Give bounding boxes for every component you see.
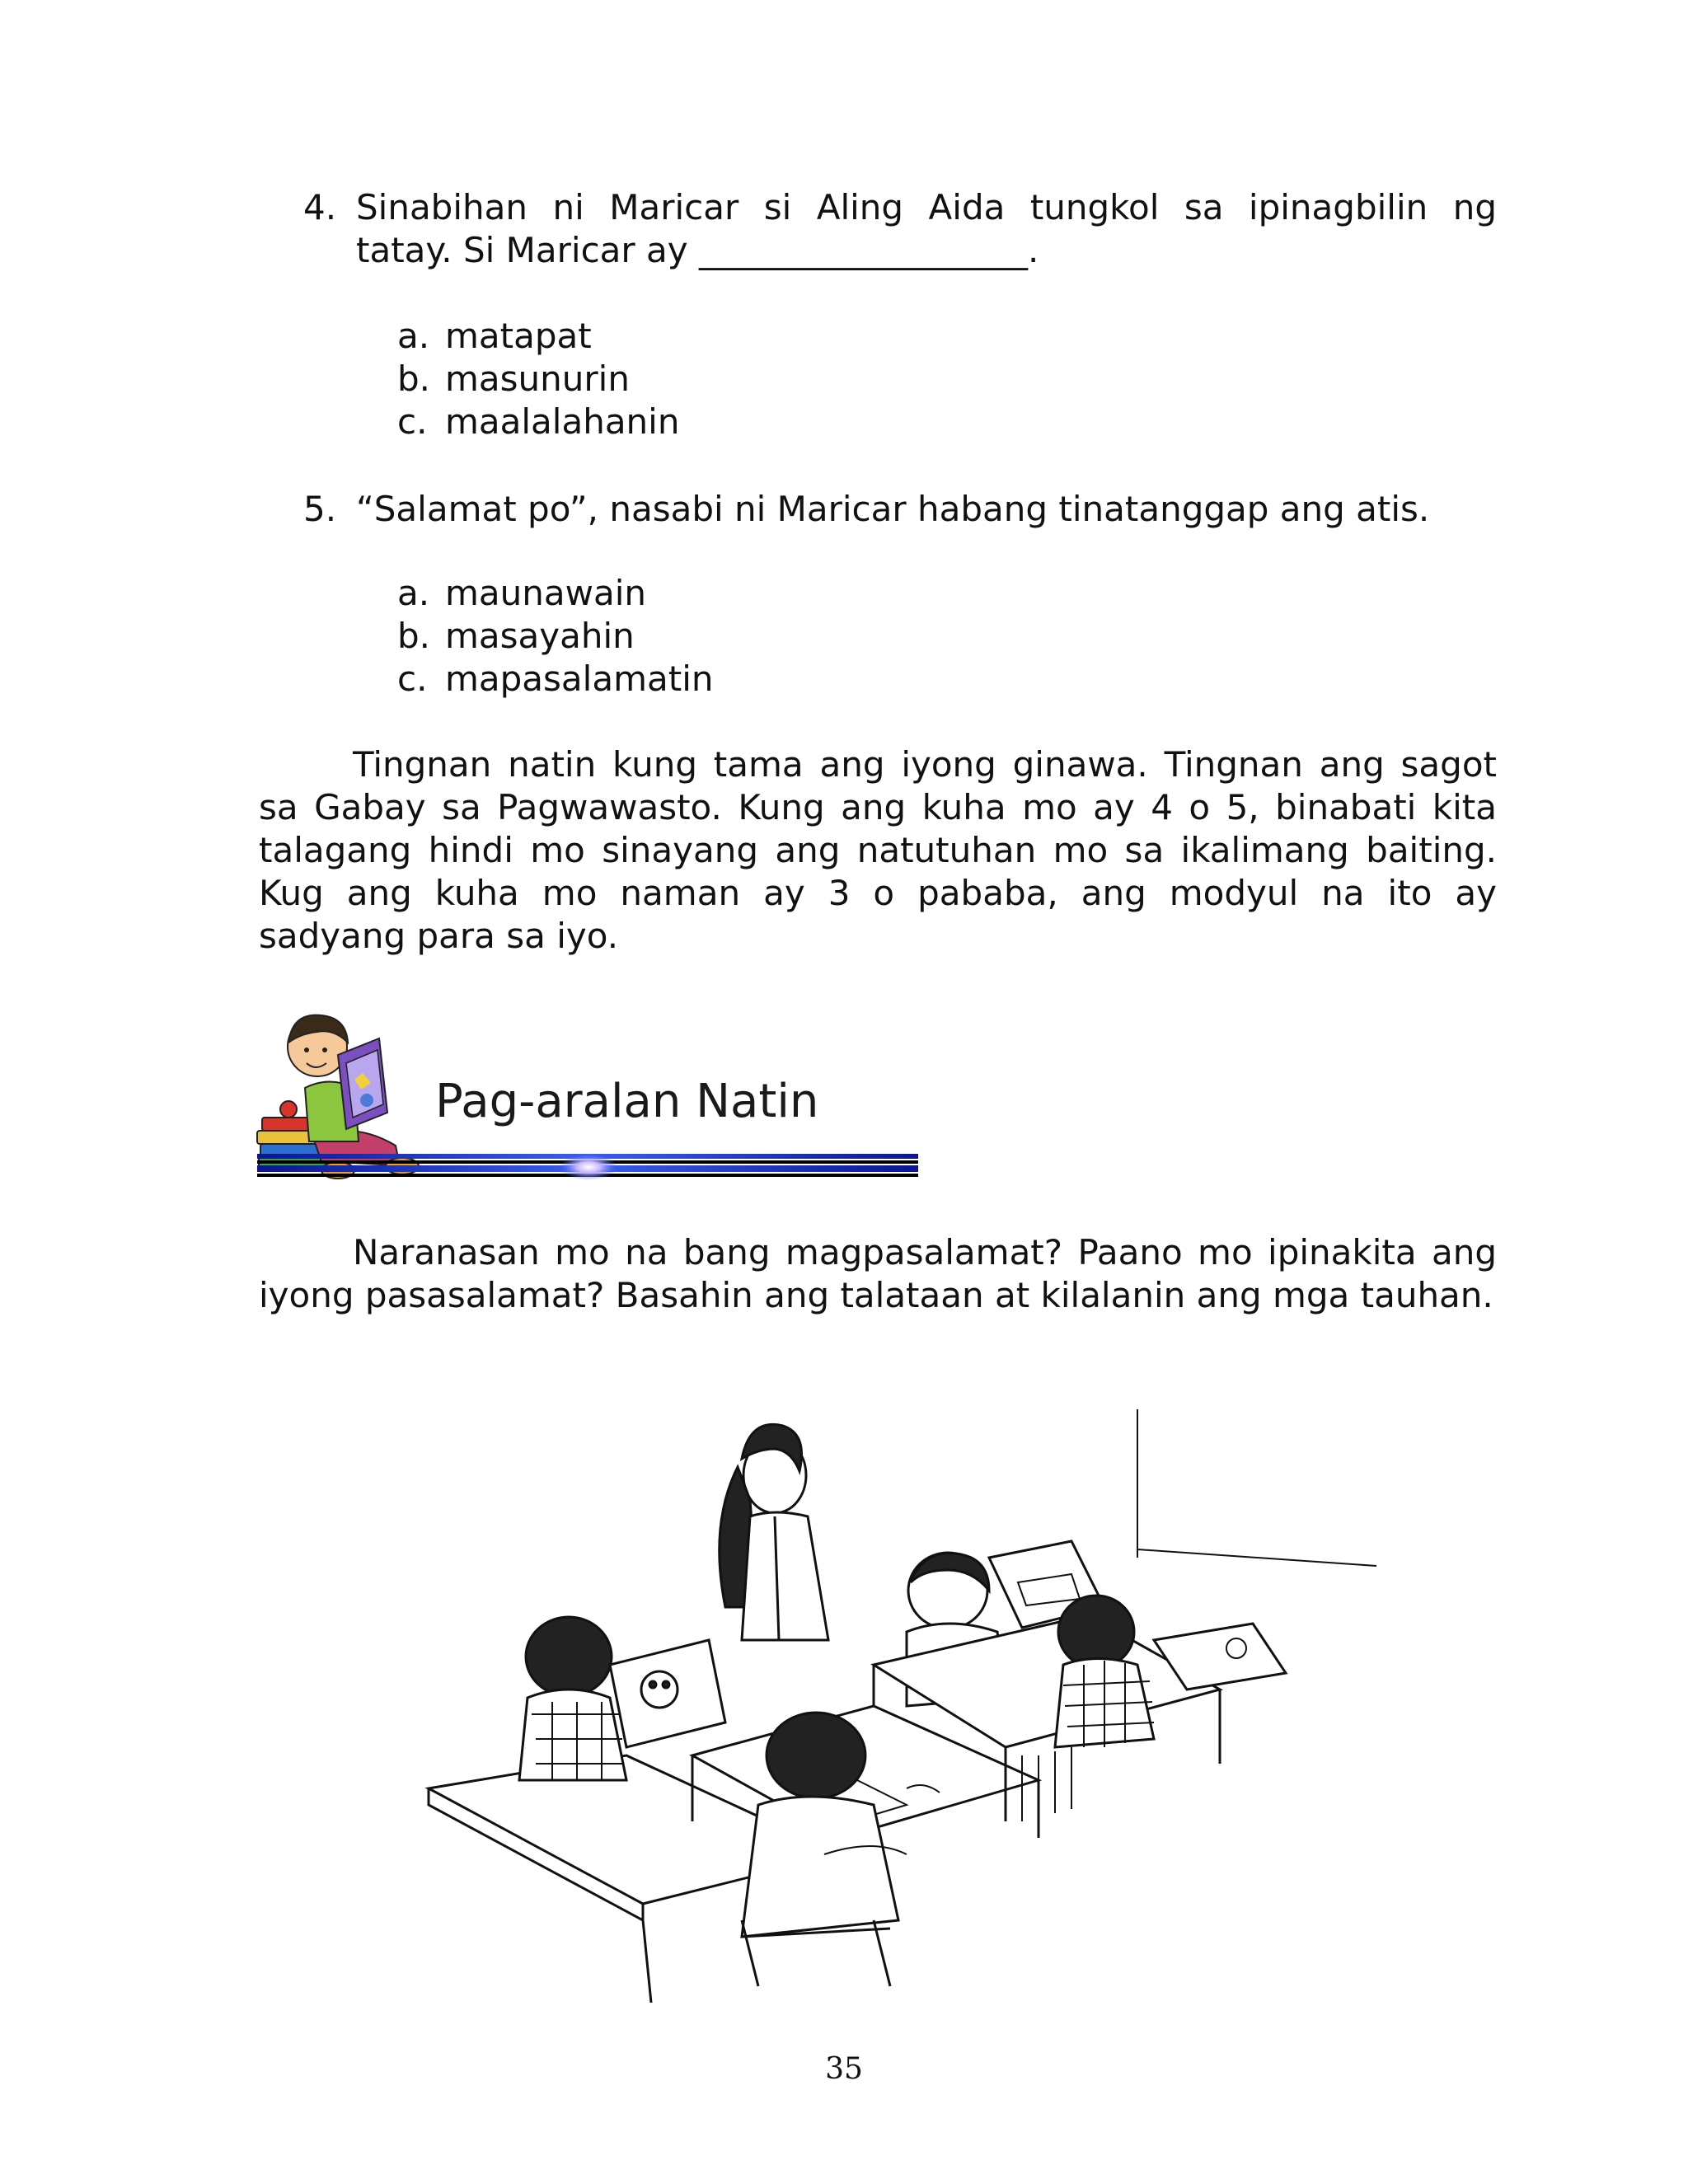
question-text [356,488,1497,531]
paragraph-line: sa Gabay sa Pagwawasto. Kung ang kuha mo ay 4 o 5, binabati kita [259,787,1497,827]
option-letter: a. [397,316,430,356]
paragraph-line: iyong pasasalamat? Basahin ang talataan at kilalanin ang mga tauhan. [259,1275,1493,1315]
option-letter: c. [397,401,428,442]
paragraph-line: Naranasan mo na bang magpasalamat? Paano mo ipinakita ang [353,1232,1497,1272]
paragraph-line: sadyang para sa iyo. [259,916,619,956]
option-letter: b. [397,359,431,399]
option-text: masunurin [445,359,630,399]
section-divider-bar [257,1154,918,1180]
option-text: mapasalamatin [445,658,714,699]
option-a [397,572,646,615]
option-text: masayahin [445,616,635,656]
option-text: maunawain [445,573,647,613]
paragraph-line: Tingnan natin kung tama ang iyong ginawa. Tingnan ang sagot [353,744,1497,785]
question-line: Sinabihan ni Maricar si Aling Aida tungkol sa ipinagbilin ng [356,187,1497,227]
paragraph-line: Kug ang kuha mo naman ay 3 o pababa, ang modyul na ito ay [259,873,1497,913]
section-title: Pag-aralan Natin [435,1075,819,1128]
page-number: 35 [825,2052,863,2086]
question-line: “Salamat po”, nasabi ni Maricar habang tinatanggap ang atis. [356,489,1430,529]
option-text: maalalahanin [445,401,680,442]
option-letter: c. [397,658,428,699]
option-b [397,615,635,658]
option-b [397,358,630,401]
option-c [397,658,713,701]
option-letter: b. [397,616,431,656]
question-line: tatay. Si Maricar ay ___________________. [356,230,1039,270]
intro-paragraph [259,1231,1497,1317]
question-text [356,186,1497,272]
option-text: matapat [445,316,592,356]
paragraph-line: talagang hindi mo sinayang ang natutuhan mo sa ikalimang baiting. [259,830,1497,870]
classroom-illustration [412,1393,1385,2003]
option-a [397,315,592,358]
option-letter: a. [397,573,430,613]
question-number: 4. [303,187,337,227]
option-c [397,401,679,443]
check-answers-paragraph [259,743,1497,958]
question-number: 5. [303,489,337,529]
